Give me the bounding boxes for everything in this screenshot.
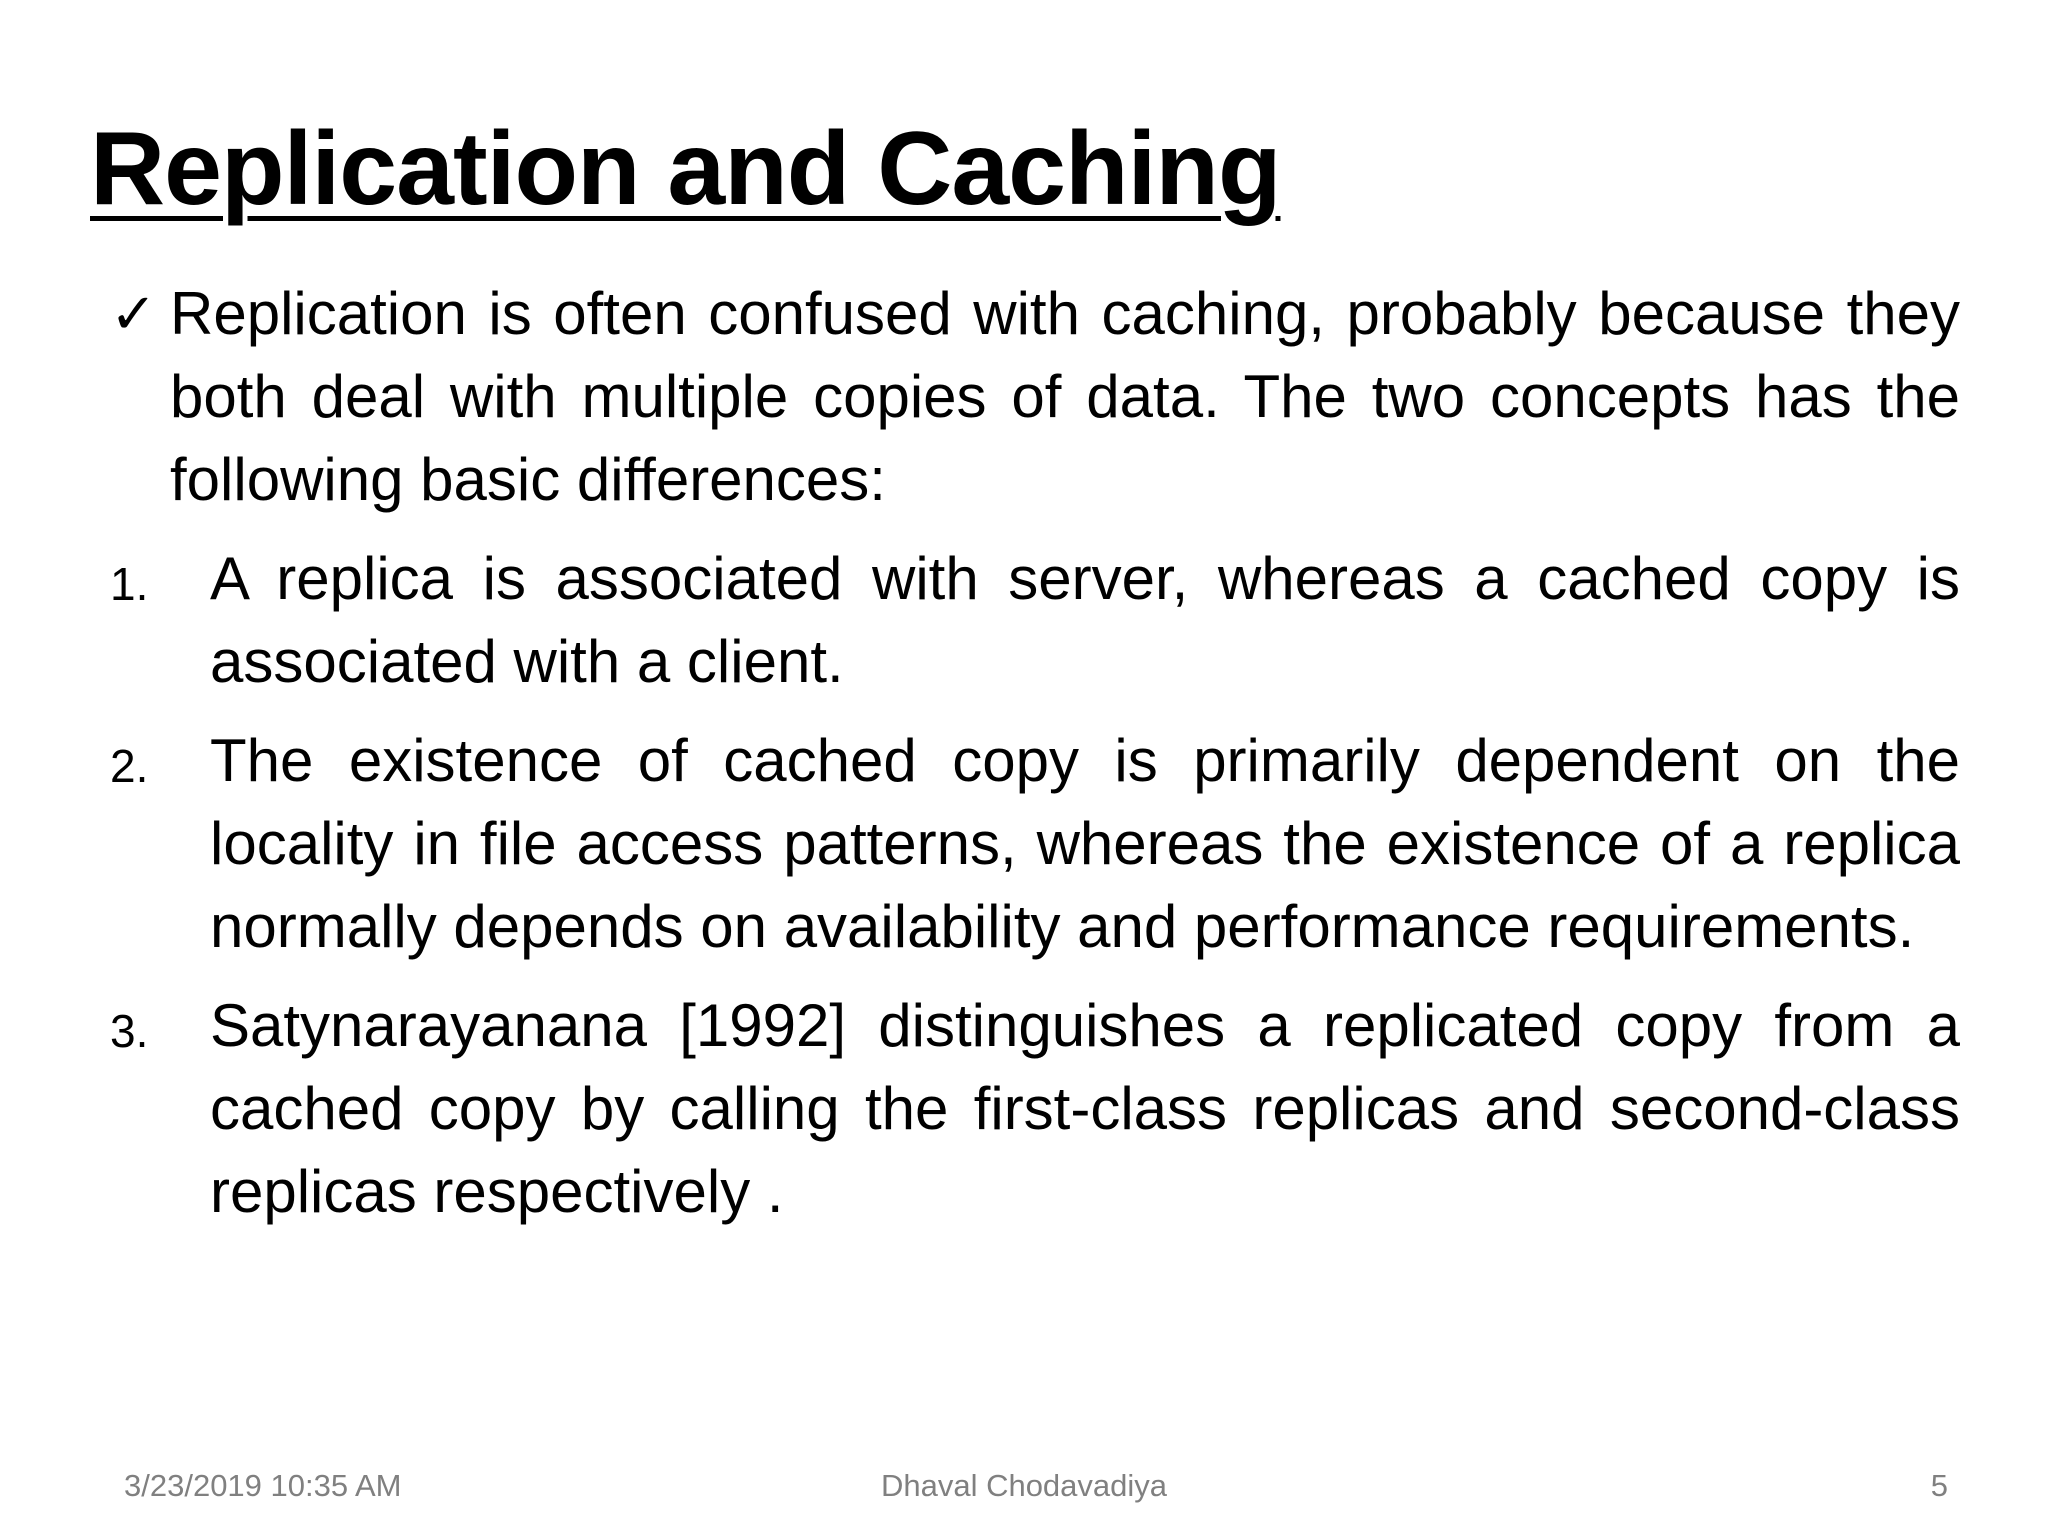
list-item <box>110 984 1960 1233</box>
footer-author: Dhaval Chodavadiya <box>880 1468 1168 1503</box>
intro-bullet <box>110 272 1960 521</box>
list-item-number: 1. <box>110 558 149 610</box>
list-item-text: The existence of cached copy is primarily dependent on the locality in file access patterns, whereas the existence of a replica normally depends on availability and performance requirements. <box>210 727 1960 960</box>
list-item-number: 3. <box>110 1005 149 1057</box>
footer-page-number: 5 <box>1930 1468 1948 1503</box>
checkmark-icon: ✓ <box>110 282 157 345</box>
list-item-text: Satynarayanana [1992] distinguishes a replicated copy from a cached copy by calling the first-class replicas and second-class replicas respectively . <box>210 992 1960 1225</box>
list-item-number: 2. <box>110 740 149 792</box>
list-item <box>110 719 1960 968</box>
slide-title: Replication and Caching <box>90 111 1281 227</box>
slide-body <box>110 272 1960 1233</box>
intro-text: Replication is often confused with caching, probably because they both deal with multiple copies of data. The two concepts has the following basic differences: <box>170 280 1960 513</box>
list-item-text: A replica is associated with server, whereas a cached copy is associated with a client. <box>210 545 1960 695</box>
footer-date: 3/23/2019 10:35 AM <box>124 1468 402 1503</box>
list-item <box>110 537 1960 703</box>
